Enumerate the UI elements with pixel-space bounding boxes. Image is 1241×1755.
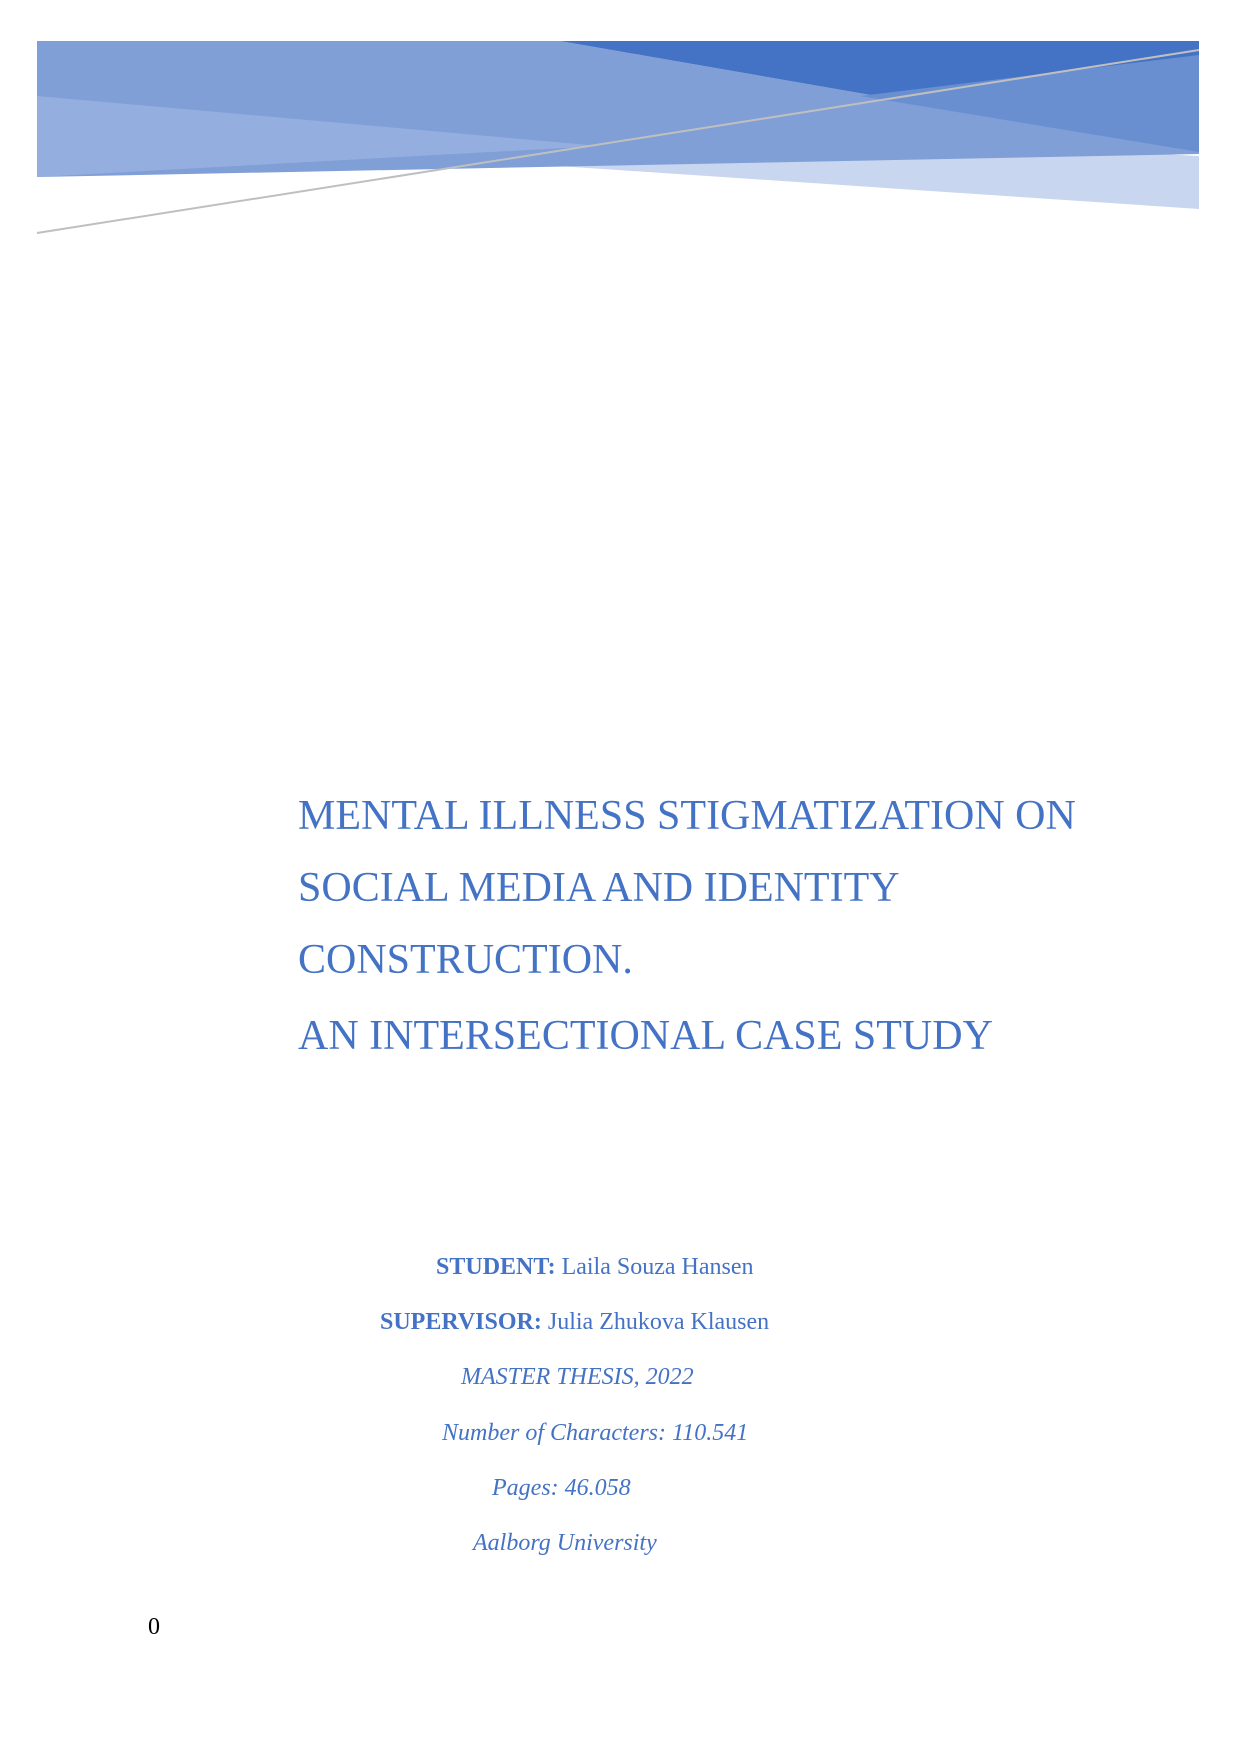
title-line-3: CONSTRUCTION. bbox=[298, 937, 633, 983]
page-number: 0 bbox=[148, 1614, 160, 1640]
thesis-line: MASTER THESIS, 2022 bbox=[461, 1364, 694, 1390]
header-banner bbox=[0, 0, 1241, 260]
title-line-2: SOCIAL MEDIA AND IDENTITY bbox=[298, 865, 900, 911]
supervisor-label: SUPERVISOR: bbox=[380, 1309, 542, 1335]
student-line bbox=[436, 1252, 754, 1282]
student-name: Laila Souza Hansen bbox=[561, 1254, 754, 1280]
student-label: STUDENT: bbox=[436, 1254, 556, 1280]
supervisor-name: Julia Zhukova Klausen bbox=[547, 1309, 770, 1335]
characters-line: Number of Characters: 110.541 bbox=[442, 1420, 749, 1446]
pages-line: Pages: 46.058 bbox=[492, 1475, 631, 1501]
supervisor-line bbox=[380, 1307, 769, 1337]
document-title bbox=[298, 780, 1178, 1072]
university-line: Aalborg University bbox=[473, 1530, 657, 1556]
document-subtitle: AN INTERSECTIONAL CASE STUDY bbox=[298, 1013, 993, 1059]
title-line-1: MENTAL ILLNESS STIGMATIZATION ON bbox=[298, 793, 1076, 839]
